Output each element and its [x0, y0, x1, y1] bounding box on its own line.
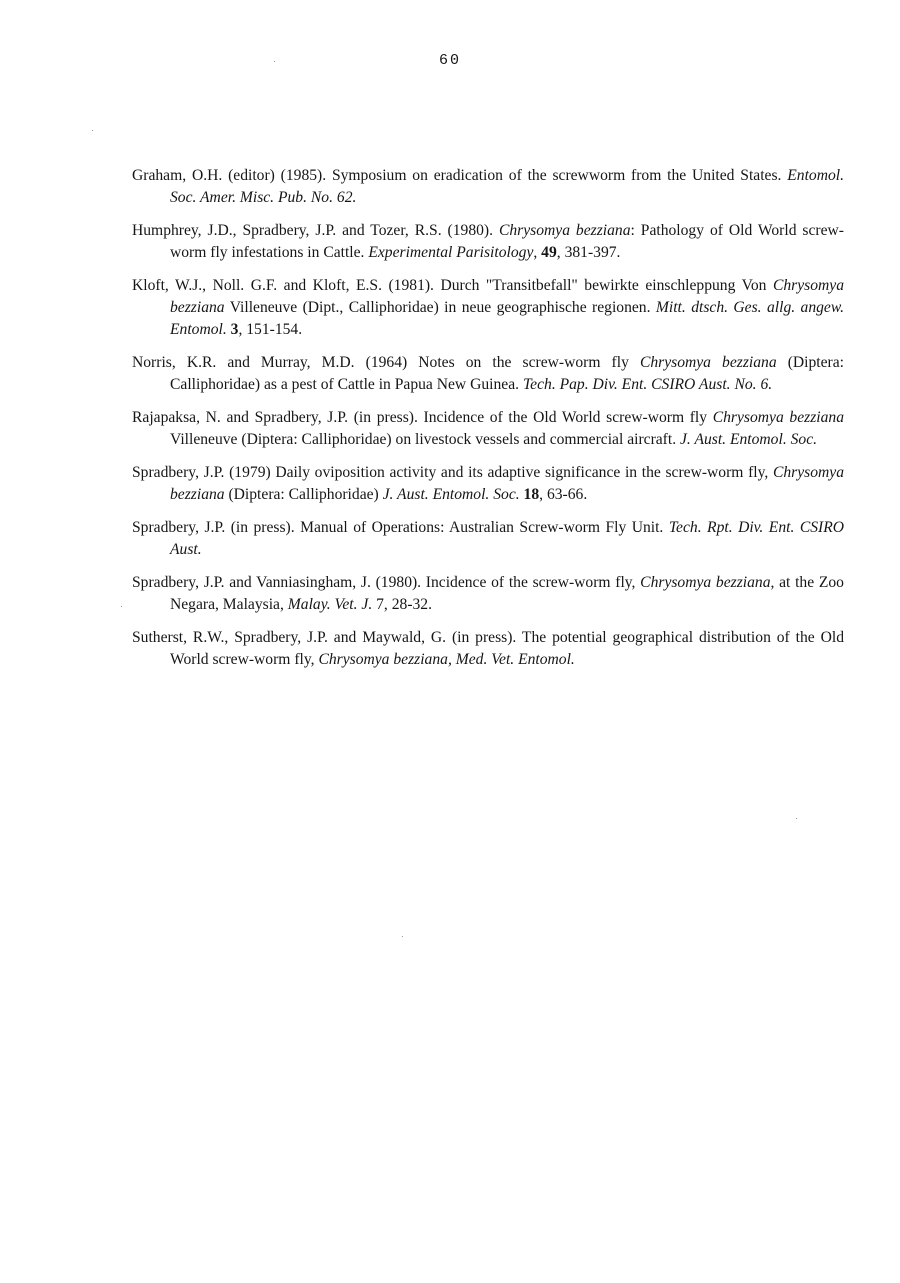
italic-text: Chrysomya bezziana	[170, 464, 844, 503]
reference-norris-1964	[132, 352, 844, 396]
italic-text: Malay. Vet. J.	[287, 596, 373, 613]
reference-text: , at the Zoo Negara, Malaysia,	[170, 574, 844, 613]
reference-text: : Pathology of Old World screw-worm fly infestations in Cattle.	[170, 222, 844, 261]
bold-text: 18	[523, 486, 540, 503]
reference-sutherst-in-press	[132, 627, 844, 671]
reference-text: , 381-397.	[556, 244, 621, 261]
italic-text: Experimental Parisitology	[368, 244, 534, 261]
reference-text: Villeneuve (Diptera: Calliphoridae) on livestock vessels and commercial aircraft.	[170, 431, 681, 448]
italic-text: Tech. Pap. Div. Ent. CSIRO Aust. No. 6.	[522, 376, 773, 393]
reference-rajapaksa-in-press	[132, 407, 844, 451]
reference-kloft-1981	[132, 275, 844, 341]
bold-text: 49	[541, 244, 557, 261]
reference-text: Rajapaksa, N. and Spradbery, J.P. (in press). Incidence of the Old World screw-worm fly	[132, 409, 713, 426]
reference-spradbery-1980	[132, 572, 844, 616]
reference-text: Norris, K.R. and Murray, M.D. (1964) Notes on the screw-worm fly	[132, 354, 640, 371]
scan-speck	[274, 61, 275, 62]
reference-spradbery-in-press	[132, 517, 844, 561]
reference-text: Sutherst, R.W., Spradbery, J.P. and Maywald, G. (in press). The potential geographical distribution of the Old World screw-worm fly,	[132, 629, 844, 668]
scan-speck	[121, 606, 122, 607]
italic-text: J. Aust. Entomol. Soc.	[680, 431, 818, 448]
reference-text: , 63-66.	[539, 486, 588, 503]
reference-list	[132, 165, 844, 682]
reference-text: Graham, O.H. (editor) (1985). Symposium on eradication of the screwworm from the United States.	[132, 167, 788, 184]
reference-text: (Diptera: Calliphoridae)	[224, 486, 383, 503]
italic-text: Tech. Rpt. Div. Ent. CSIRO Aust.	[170, 519, 844, 558]
reference-text: , 151-154.	[238, 321, 303, 338]
italic-text: Chrysomya bezziana	[498, 222, 631, 239]
page-number: 60	[438, 52, 461, 69]
reference-text: ,	[533, 244, 542, 261]
reference-humphrey-1980	[132, 220, 844, 264]
bold-text: 3	[230, 321, 239, 338]
reference-text: Humphrey, J.D., Spradbery, J.P. and Tozer, R.S. (1980).	[132, 222, 499, 239]
italic-text: Chrysomya bezziana	[639, 354, 777, 371]
italic-text: Chrysomya bezziana	[712, 409, 845, 426]
italic-text: Chrysomya bezziana, Med. Vet. Entomol.	[318, 651, 575, 668]
reference-text: Villeneuve (Dipt., Calliphoridae) in neue geographische regionen.	[224, 299, 656, 316]
scan-speck	[402, 936, 403, 937]
reference-text: Spradbery, J.P. and Vanniasingham, J. (1980). Incidence of the screw-worm fly,	[132, 574, 641, 591]
reference-spradbery-1979	[132, 462, 844, 506]
reference-text: Spradbery, J.P. (in press). Manual of Operations: Australian Screw-worm Fly Unit.	[132, 519, 669, 536]
italic-text: Entomol. Soc. Amer. Misc. Pub. No. 62.	[170, 167, 844, 206]
italic-text: J. Aust. Entomol. Soc.	[382, 486, 520, 503]
italic-text: Mitt. dtsch. Ges. allg. angew. Entomol.	[170, 299, 844, 338]
italic-text: Chrysomya bezziana	[640, 574, 771, 591]
reference-text: (Diptera: Calliphoridae) as a pest of Cattle in Papua New Guinea.	[170, 354, 844, 393]
reference-graham-1985	[132, 165, 844, 209]
italic-text: Chrysomya bezziana	[170, 277, 844, 316]
reference-text: Kloft, W.J., Noll. G.F. and Kloft, E.S. (1981). Durch "Transitbefall" bewirkte einschleppung Von	[132, 277, 773, 294]
scan-speck	[92, 130, 93, 131]
reference-text: 7, 28-32.	[372, 596, 433, 613]
scan-speck	[796, 818, 797, 819]
reference-text: Spradbery, J.P. (1979) Daily oviposition activity and its adaptive significance in the screw-worm fly,	[132, 464, 773, 481]
